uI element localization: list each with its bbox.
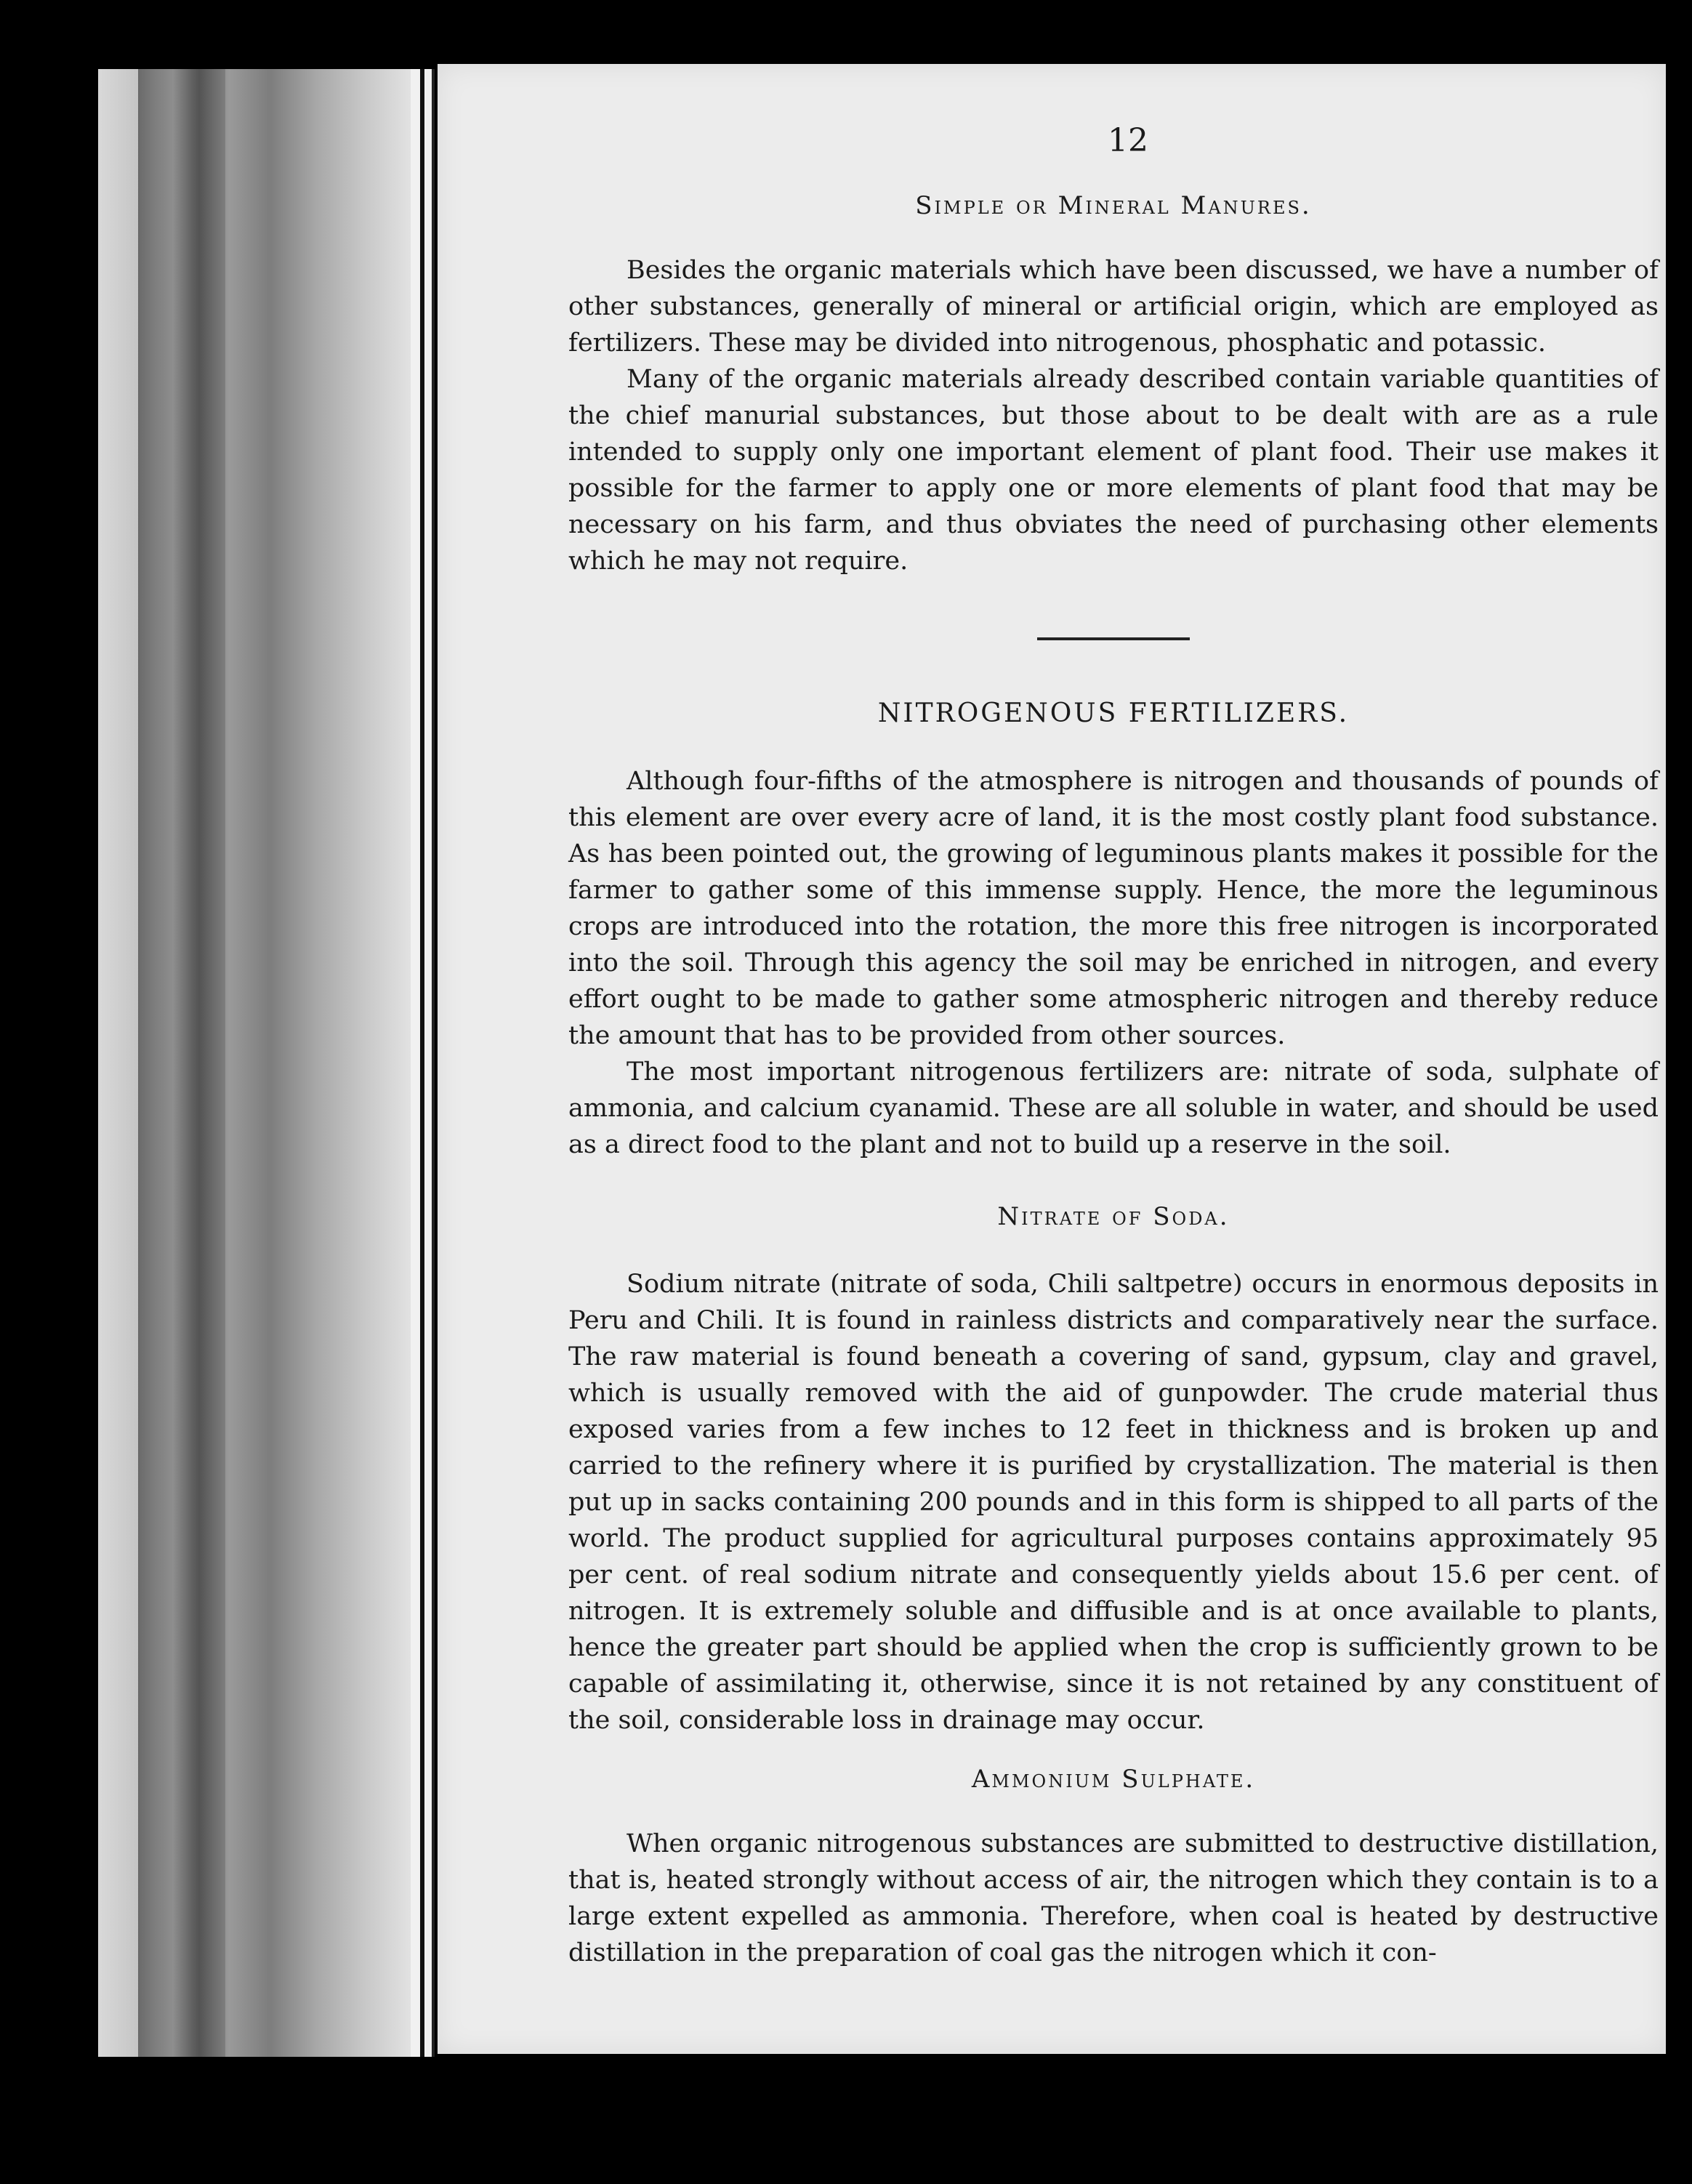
paragraph: The most important nitrogenous fertilizers are: nitrate of soda, sulphate of ammonia, and calcium cyanamid. These are all soluble in water, and should be used as a direct food to the plant and not to build up a reserve in the soil. <box>568 1057 1659 1159</box>
section-heading-nitrogenous-fertilizers: NITROGENOUS FERTILIZERS. <box>877 698 1350 728</box>
section-body-simple-mineral-manures <box>568 252 1659 579</box>
paragraph: Although four-fifths of the atmosphere is nitrogen and thousands of pounds of this element are over every acre of land, it is the most costly plant food substance. As has been pointed out, the growing of leguminous plants makes it possible for the farmer to gather some of this immense supply. Hence, the more the leguminous crops are introduced into the rotation, the more this free nitrogen is incorporated into the soil. Through this agency the soil may be enriched in nitrogen, and every effort ought to be made to gather some atmospheric nitrogen and thereby reduce the amount that has to be provided from other sources. <box>568 767 1659 1050</box>
page-number: 12 <box>1108 122 1148 159</box>
paragraph: Sodium nitrate (nitrate of soda, Chili saltpetre) occurs in enormous deposits in Peru and Chili. It is found in rainless districts and comparatively near the surface. The raw material is found beneath a covering of sand, gypsum, clay and gravel, which is usually removed with the aid of gunpowder. The crude material thus exposed varies from a few inches to 12 feet in thickness and is broken up and carried to the refinery where it is purified by crystallization. The material is then put up in sacks containing 200 pounds and in this form is shipped to all parts of the world. The product supplied for agricultural purposes contains approximately 95 per cent. of real sodium nitrate and consequently yields about 15.6 per cent. of nitrogen. It is extremely soluble and diffusible and is at once available to plants, hence the greater part should be applied when the crop is sufficiently grown to be capable of assimilating it, otherwise, since it is not retained by any constituent of the soil, considerable loss in drainage may occur. <box>568 1270 1659 1735</box>
section-body-nitrate-of-soda <box>568 1266 1659 1738</box>
section-heading-ammonium-sulphate: Ammonium Sulphate. <box>971 1765 1256 1794</box>
document-page <box>438 64 1666 2054</box>
page-content <box>568 122 1659 1971</box>
paragraph: Besides the organic materials which have been discussed, we have a number of other substances, generally of mineral or artificial origin, which are employed as fertilizers. These may be divided into nitrogenous, phosphatic and potassic. <box>568 256 1659 358</box>
gutter-rule <box>432 69 435 2057</box>
gutter-rule <box>420 69 424 2057</box>
page-fold-shadow <box>138 69 225 2057</box>
paragraph: Many of the organic materials already described contain variable quantities of the chief manurial substances, but those about to be dealt with are as a rule intended to supply only one important element of plant food. Their use makes it possible for the farmer to apply one or more elements of plant food that may be necessary on his farm, and thus obviates the need of purchasing other elements which he may not require. <box>568 365 1659 576</box>
section-heading-simple-mineral-manures: Simple or Mineral Manures. <box>915 191 1312 220</box>
section-heading-nitrate-of-soda: Nitrate of Soda. <box>997 1202 1230 1231</box>
section-body-ammonium-sulphate <box>568 1826 1659 1971</box>
section-divider <box>1037 637 1190 640</box>
paragraph: When organic nitrogenous substances are submitted to destructive distillation, that is, heated strongly without access of air, the nitrogen which they contain is to a large extent expelled as ammonia. Therefore, when coal is heated by destructive distillation in the preparation of coal gas the nitrogen which it con- <box>568 1829 1659 1967</box>
section-body-nitrogenous-fertilizers <box>568 763 1659 1163</box>
